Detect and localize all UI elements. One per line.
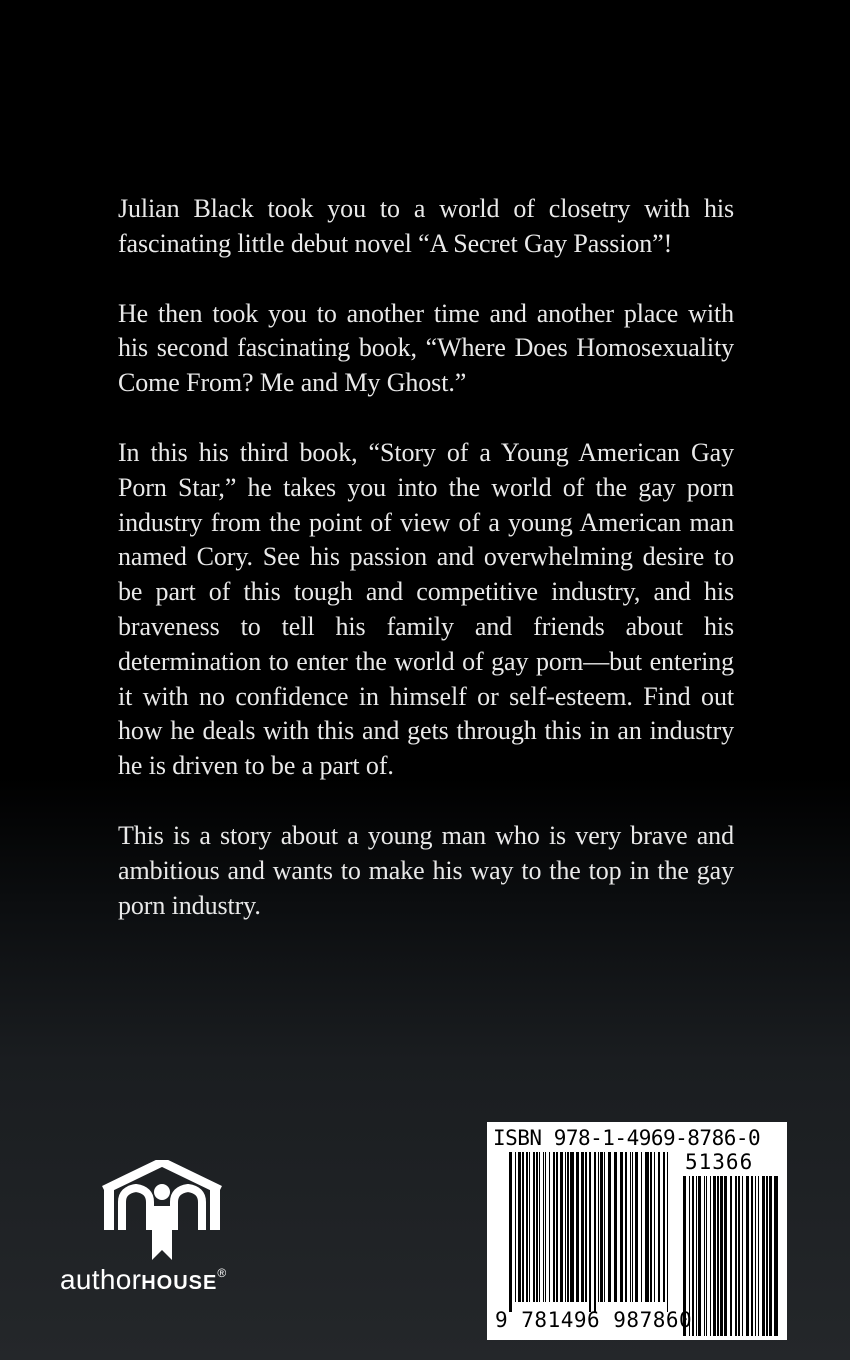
barcode-bar [758,1176,759,1336]
blurb-paragraph-4: This is a story about a young man who is very brave and ambitious and wants to make his way to the top in the gay porn industry. [118,820,734,920]
barcode-bar [663,1152,665,1302]
barcode-bar [735,1176,737,1336]
blurb-paragraph-1: Julian Black took you to a world of closetry with his fascinating little debut novel “A Secret Gay Passion”! [118,194,734,258]
publisher-name-part1: author [60,1264,142,1295]
barcode-bar [589,1152,591,1312]
ean-digits: 9 781496 987860 [495,1308,693,1332]
price-code: 51366 [685,1150,754,1174]
barcode-bar [576,1152,579,1302]
barcode-bar [635,1152,638,1302]
barcode-bar [706,1176,707,1336]
barcode-bar [522,1152,524,1302]
barcode-bar [730,1176,732,1336]
ean-bars [509,1152,668,1312]
barcode-bar [556,1152,558,1302]
barcode-bar [650,1152,652,1302]
barcode-bar [774,1176,778,1336]
barcode-bar [625,1152,627,1302]
barcode-bar [630,1152,631,1302]
blurb-paragraph-2: He then took you to another time and another place with his second fascinating book, “Where Does Homosexuality Come From? Me and My Ghost.” [118,298,734,398]
barcode-bar [543,1152,544,1302]
barcode-bar [515,1152,516,1302]
barcode-bar [539,1152,540,1302]
barcode-bar [746,1176,749,1336]
barcode-bar [570,1152,574,1302]
barcode-bar [720,1176,723,1336]
barcode-bar [614,1152,617,1302]
publisher-name-part2: HOUSE [141,1272,218,1294]
barcode-bar [710,1176,711,1336]
barcode-bar [762,1176,765,1336]
barcode-bar [620,1152,623,1302]
blurb-text [118,192,734,958]
barcode-bar [751,1176,753,1336]
barcode-bar [585,1152,587,1302]
barcode-bar [713,1176,716,1336]
barcode-bar [717,1176,719,1336]
barcode-bar [536,1152,538,1302]
barcode-bar [698,1176,701,1336]
barcode-bar [654,1152,655,1302]
barcode-bar [696,1176,697,1336]
barcode-bar [545,1152,546,1302]
barcode-bar [567,1152,569,1302]
barcode-bar [704,1176,705,1336]
barcode-bar [632,1152,633,1302]
blurb-paragraph-3: In this his third book, “Story of a Young American Gay Porn Star,” he takes you into the world of the gay porn industry from the point of view of a young American man named Cory. See his passion and overwhelming desire to be part of this tough and competitive industry, and his braveness to tell his family and friends about his determination to enter the world of gay porn—but entering it with no confidence in himself or self-esteem. Find out how he deals with this and gets through this in an industry he is driven to be a part of. [118,437,734,781]
barcode-bar [565,1152,566,1302]
barcode-bar [560,1152,563,1302]
barcode-bar [742,1176,743,1336]
barcode-bar [600,1152,603,1302]
barcode-bar [604,1152,605,1302]
barcode-bar [692,1176,694,1336]
barcode-bar [766,1176,768,1336]
barcode-bar [608,1152,611,1302]
barcode-bar [667,1152,668,1312]
barcode-bar [738,1176,740,1336]
price-bars [683,1176,778,1336]
barcode-bar [581,1152,584,1302]
barcode-bar [529,1152,530,1302]
barcode-bar [769,1176,772,1336]
isbn-barcode [487,1122,787,1340]
registered-mark: ® [217,1266,227,1280]
barcode-bar [518,1152,521,1302]
barcode-bar [724,1176,727,1336]
barcode-bar [755,1176,756,1336]
isbn-label: ISBN 978-1-4969-8786-0 [493,1126,761,1150]
barcode-bar [509,1152,512,1312]
publisher-name [60,1264,226,1296]
barcode-bar [645,1152,649,1302]
publisher-logo [60,1160,280,1310]
barcode-bar [658,1152,660,1302]
barcode-bar [553,1152,555,1302]
barcode-bar [641,1152,642,1302]
barcode-bar [526,1152,528,1302]
barcode-bar [594,1152,596,1312]
barcode-bar [533,1152,535,1302]
barcode-bar [549,1152,550,1302]
barcode-bar [598,1152,599,1302]
author-house-logo-icon [96,1160,228,1262]
